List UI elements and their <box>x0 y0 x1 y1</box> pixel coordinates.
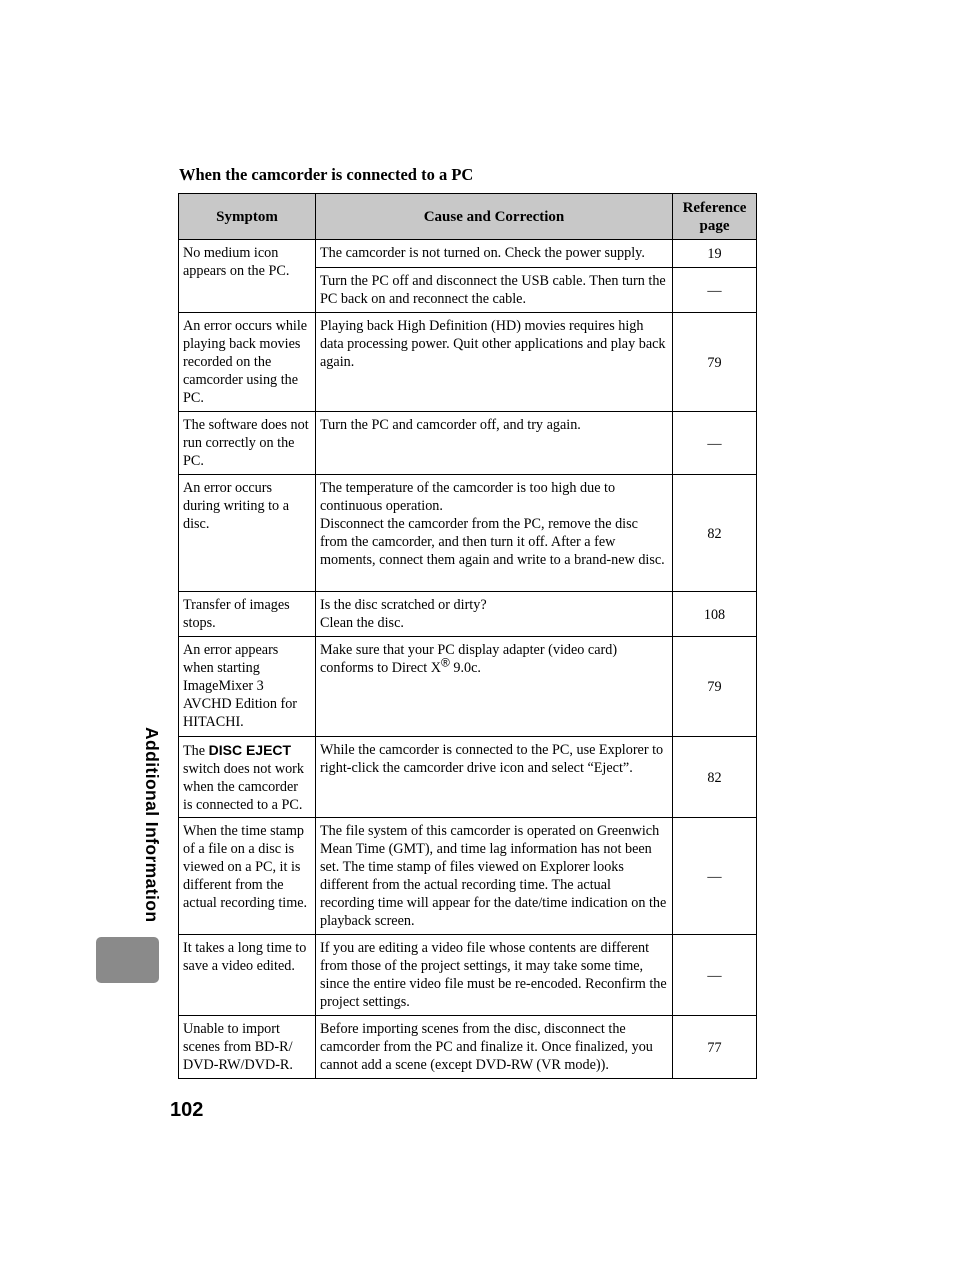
symptom-cell: No medium icon appears on the PC. <box>179 240 316 313</box>
reference-cell: — <box>673 935 757 1016</box>
chapter-side-label <box>140 727 164 922</box>
symptom-cell: The software does not run correctly on the PC. <box>179 412 316 475</box>
cause-text: Make sure that your PC display adapter (video card) conforms to Direct X <box>320 642 618 676</box>
cause-cell: Turn the PC off and disconnect the USB cable. Then turn the PC back on and reconnect the cable. <box>316 268 673 313</box>
cause-cell: Turn the PC and camcorder off, and try again. <box>316 412 673 475</box>
reference-cell: 77 <box>673 1016 757 1079</box>
symptom-cell: An error occurs while playing back movies recorded on the camcorder using the PC. <box>179 313 316 412</box>
reference-cell: 79 <box>673 313 757 412</box>
header-symptom: Symptom <box>179 194 316 240</box>
cause-line: Clean the disc. <box>320 615 404 631</box>
symptom-text: switch does not work when the camcorder is connected to a PC. <box>183 761 304 813</box>
cause-cell <box>316 637 673 737</box>
header-cause: Cause and Correction <box>316 194 673 240</box>
cause-cell: Before importing scenes from the disc, disconnect the camcorder from the PC and finalize it. Once finalized, you cannot add a scene (except DVD-RW (VR mode)). <box>316 1016 673 1079</box>
chapter-tab-marker <box>96 937 159 983</box>
reference-cell: 19 <box>673 240 757 268</box>
table-row <box>179 737 757 818</box>
reference-cell: 82 <box>673 475 757 592</box>
symptom-cell: It takes a long time to save a video edited. <box>179 935 316 1016</box>
table-row <box>179 592 757 637</box>
cause-cell: The camcorder is not turned on. Check the power supply. <box>316 240 673 268</box>
chapter-side-label-text: Additional Information <box>142 727 162 923</box>
cause-line: The temperature of the camcorder is too high due to continuous operation. <box>320 480 616 514</box>
cause-text-tail: 9.0c. <box>449 660 481 676</box>
cause-cell: If you are editing a video file whose contents are different from those of the project settings, it may take some time, since the entire video file must be re-encoded. Reconfirm the project settings. <box>316 935 673 1016</box>
table-row <box>179 818 757 935</box>
cause-line: Disconnect the camcorder from the PC, remove the disc from the camcorder, and then turn it off. After a few moments, connect them again and write to a brand-new disc. <box>320 516 665 568</box>
section-title: When the camcorder is connected to a PC <box>179 165 474 184</box>
reference-cell: 82 <box>673 737 757 818</box>
cause-cell: The file system of this camcorder is operated on Greenwich Mean Time (GMT), and time lag information has not been set. The time stamp of files viewed on Explorer looks different from the actual recording time. The actual recording time will appear for the date/time indication on the playback screen. <box>316 818 673 935</box>
reference-cell: — <box>673 412 757 475</box>
table-row <box>179 637 757 737</box>
page-number: 102 <box>170 1099 204 1121</box>
symptom-cell: Unable to import scenes from BD-R/ DVD-RW/DVD-R. <box>179 1016 316 1079</box>
table-row <box>179 935 757 1016</box>
disc-eject-key: DISC EJECT <box>208 742 292 758</box>
cause-cell <box>316 475 673 592</box>
table-row <box>179 313 757 412</box>
cause-cell: While the camcorder is connected to the PC, use Explorer to right-click the camcorder drive icon and select “Eject”. <box>316 737 673 818</box>
symptom-cell <box>179 737 316 818</box>
table-row <box>179 1016 757 1079</box>
cause-cell <box>316 592 673 637</box>
header-reference: Reference page <box>673 194 757 240</box>
symptom-cell: When the time stamp of a file on a disc is viewed on a PC, it is different from the actual recording time. <box>179 818 316 935</box>
reference-cell: 79 <box>673 637 757 737</box>
table-row <box>179 240 757 268</box>
symptom-cell: An error occurs during writing to a disc. <box>179 475 316 592</box>
registered-mark: ® <box>440 655 450 670</box>
table-row <box>179 475 757 592</box>
reference-cell: — <box>673 268 757 313</box>
cause-cell: Playing back High Definition (HD) movies requires high data processing power. Quit other applications and play back again. <box>316 313 673 412</box>
table-header-row <box>179 194 757 240</box>
symptom-cell: An error appears when starting ImageMixer 3 AVCHD Edition for HITACHI. <box>179 637 316 737</box>
symptom-text: The <box>183 743 209 759</box>
cause-line: Is the disc scratched or dirty? <box>320 597 487 613</box>
troubleshooting-table <box>178 193 757 1079</box>
table-row <box>179 412 757 475</box>
reference-cell: — <box>673 818 757 935</box>
symptom-cell: Transfer of images stops. <box>179 592 316 637</box>
reference-cell: 108 <box>673 592 757 637</box>
